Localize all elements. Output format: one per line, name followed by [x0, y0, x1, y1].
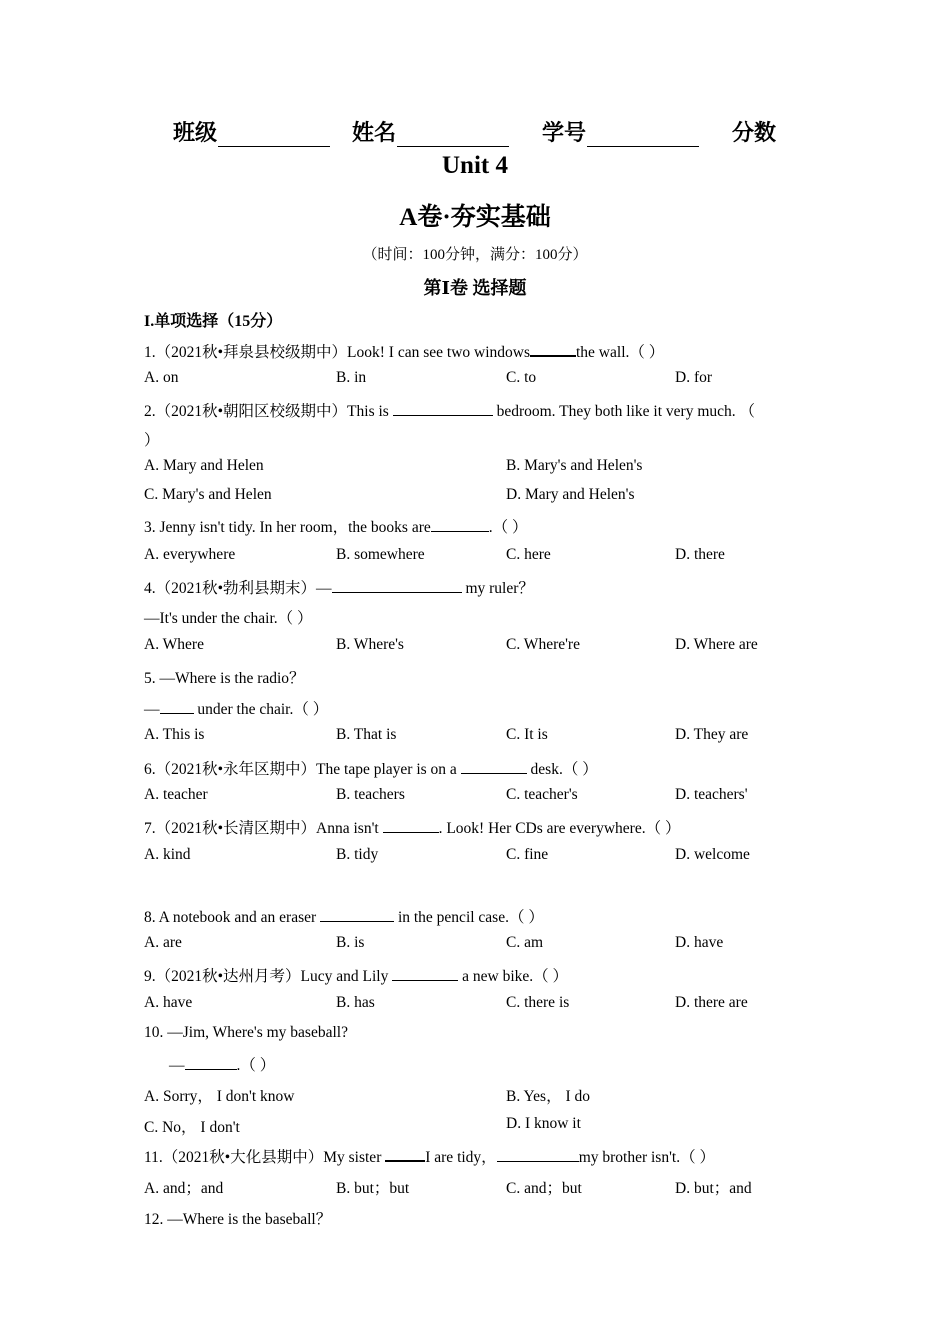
question-4-stem-end: my ruler？ [465, 580, 534, 597]
class-label: 班级 [173, 120, 218, 145]
score-label: 分数 [732, 120, 777, 145]
answer-blank[interactable] [461, 759, 527, 774]
question-11-stem-mid: I are tidy， [425, 1149, 497, 1166]
answer-blank[interactable] [530, 341, 576, 357]
question-10-reply [169, 1053, 275, 1075]
option-b[interactable]: B. somewhere [336, 546, 425, 563]
question-4 [144, 576, 534, 598]
question-2 [144, 399, 755, 421]
option-c[interactable]: C. No， I don't [144, 1119, 240, 1136]
answer-blank-2[interactable] [497, 1147, 579, 1162]
answer-blank[interactable] [393, 401, 493, 416]
question-6-stem: 6.（2021秋•永年区期中）The tape player is on a [144, 761, 457, 778]
paper-subtitle: A卷·夯实基础 [399, 204, 551, 231]
option-a[interactable]: A. are [144, 934, 182, 951]
option-c[interactable]: C. there is [506, 994, 570, 1011]
option-a[interactable]: A. teacher [144, 786, 208, 803]
question-7-stem: 7.（2021秋•长清区期中）Anna isn't [144, 820, 379, 837]
option-d[interactable]: D. Mary and Helen's [506, 486, 635, 503]
option-d[interactable]: D. welcome [675, 846, 750, 863]
question-11-stem: 11.（2021秋•大化县期中）My sister [144, 1149, 382, 1166]
question-1 [144, 340, 664, 362]
name-label: 姓名 [352, 120, 397, 145]
option-c[interactable]: C. teacher's [506, 786, 578, 803]
dash: — [144, 701, 160, 718]
answer-blank[interactable] [332, 578, 462, 593]
dash: — [169, 1057, 185, 1074]
option-d[interactable]: D. I know it [506, 1115, 581, 1132]
question-5-reply [144, 697, 328, 719]
question-8 [144, 905, 544, 927]
option-d[interactable]: D. there are [675, 994, 748, 1011]
class-field[interactable] [173, 116, 330, 147]
option-c[interactable]: C. am [506, 934, 544, 951]
option-a[interactable]: A. kind [144, 846, 191, 863]
question-3-stem: 3. Jenny isn't tidy. In her room，the books are [144, 519, 431, 536]
student-id-field[interactable] [542, 116, 699, 147]
option-b[interactable]: B. tidy [336, 846, 379, 863]
student-id-blank[interactable] [587, 122, 699, 147]
option-c[interactable]: C. to [506, 369, 537, 386]
option-c[interactable]: C. It is [506, 726, 548, 743]
question-8-stem-end: in the pencil case.（ ） [397, 909, 544, 926]
option-d[interactable]: D. have [675, 934, 724, 951]
option-b[interactable]: B. is [336, 934, 365, 951]
option-b[interactable]: B. teachers [336, 786, 405, 803]
option-a[interactable]: A. have [144, 994, 193, 1011]
option-b[interactable]: B. Where's [336, 636, 404, 653]
question-9-stem: 9.（2021秋•达州月考）Lucy and Lily [144, 968, 389, 985]
part-title: 第Ⅰ卷 选择题 [423, 278, 527, 298]
answer-blank[interactable] [320, 907, 394, 922]
option-a[interactable]: A. on [144, 369, 179, 386]
option-d[interactable]: D. but；and [675, 1180, 752, 1197]
question-11-stem-end: my brother isn't.（ ） [578, 1149, 715, 1166]
option-a[interactable]: A. Where [144, 636, 204, 653]
question-6 [144, 757, 598, 779]
question-2-cont: ） [144, 432, 160, 449]
answer-blank[interactable] [160, 699, 194, 714]
option-d[interactable]: D. Where are [675, 636, 758, 653]
question-1-stem: 1.（2021秋•拜泉县校级期中）Look! I can see two windows [144, 344, 530, 361]
option-b[interactable]: B. Yes， I do [506, 1088, 590, 1105]
name-field[interactable] [352, 116, 509, 147]
question-1-stem-end: the wall.（ ） [576, 344, 665, 361]
student-info-row [0, 112, 950, 148]
option-c[interactable]: C. fine [506, 846, 549, 863]
name-blank[interactable] [397, 122, 509, 147]
answer-blank[interactable] [383, 818, 439, 833]
question-9 [144, 964, 568, 986]
option-b[interactable]: B. Mary's and Helen's [506, 457, 643, 474]
answer-blank[interactable] [392, 966, 458, 981]
question-6-stem-end: desk.（ ） [530, 761, 598, 778]
option-b[interactable]: B. in [336, 369, 367, 386]
option-a[interactable]: A. and；and [144, 1180, 224, 1197]
section-title: I.单项选择（15分） [144, 313, 283, 330]
question-2-stem-end: bedroom. They both like it very much. （ [496, 403, 756, 420]
answer-blank[interactable] [185, 1055, 237, 1070]
student-id-label: 学号 [542, 120, 587, 145]
option-b[interactable]: B. That is [336, 726, 397, 743]
question-10-stem-end: .（ ） [236, 1057, 276, 1074]
option-a[interactable]: A. Sorry， I don't know [144, 1088, 295, 1105]
option-d[interactable]: D. for [675, 369, 713, 386]
question-4-stem: 4.（2021秋•勃利县期末）— [144, 580, 332, 597]
class-blank[interactable] [218, 122, 330, 147]
option-c[interactable]: C. here [506, 546, 551, 563]
option-a[interactable]: A. Mary and Helen [144, 457, 264, 474]
question-5: 5. —Where is the radio？ [144, 670, 305, 687]
option-d[interactable]: D. teachers' [675, 786, 748, 803]
option-b[interactable]: B. has [336, 994, 375, 1011]
question-8-stem: 8. A notebook and an eraser [144, 909, 317, 926]
question-11 [144, 1145, 715, 1167]
answer-blank[interactable] [431, 517, 489, 532]
option-c[interactable]: C. and；but [506, 1180, 582, 1197]
question-5-stem-end: under the chair.（ ） [197, 701, 329, 718]
score-field [732, 116, 776, 147]
option-b[interactable]: B. but；but [336, 1180, 410, 1197]
option-c[interactable]: C. Mary's and Helen [144, 486, 272, 503]
unit-title: Unit 4 [442, 152, 508, 179]
question-3 [144, 515, 528, 537]
answer-blank-1[interactable] [385, 1146, 425, 1162]
question-4-reply: —It's under the chair.（ ） [144, 610, 313, 627]
question-9-stem-end: a new bike.（ ） [462, 968, 569, 985]
question-7 [144, 816, 680, 838]
option-a[interactable]: A. everywhere [144, 546, 236, 563]
question-7-stem-end: . Look! Her CDs are everywhere.（ ） [438, 820, 681, 837]
question-2-stem: 2.（2021秋•朝阳区校级期中）This is [144, 403, 389, 420]
option-a[interactable]: A. This is [144, 726, 205, 743]
option-c[interactable]: C. Where're [506, 636, 580, 653]
option-d[interactable]: D. They are [675, 726, 749, 743]
question-3-stem-end: .（ ） [488, 519, 528, 536]
question-10: 10. —Jim, Where's my baseball? [144, 1024, 348, 1041]
option-d[interactable]: D. there [675, 546, 725, 563]
question-12: 12. —Where is the baseball？ [144, 1211, 332, 1228]
time-score-note: （时间：100分钟，满分：100分） [362, 247, 588, 263]
